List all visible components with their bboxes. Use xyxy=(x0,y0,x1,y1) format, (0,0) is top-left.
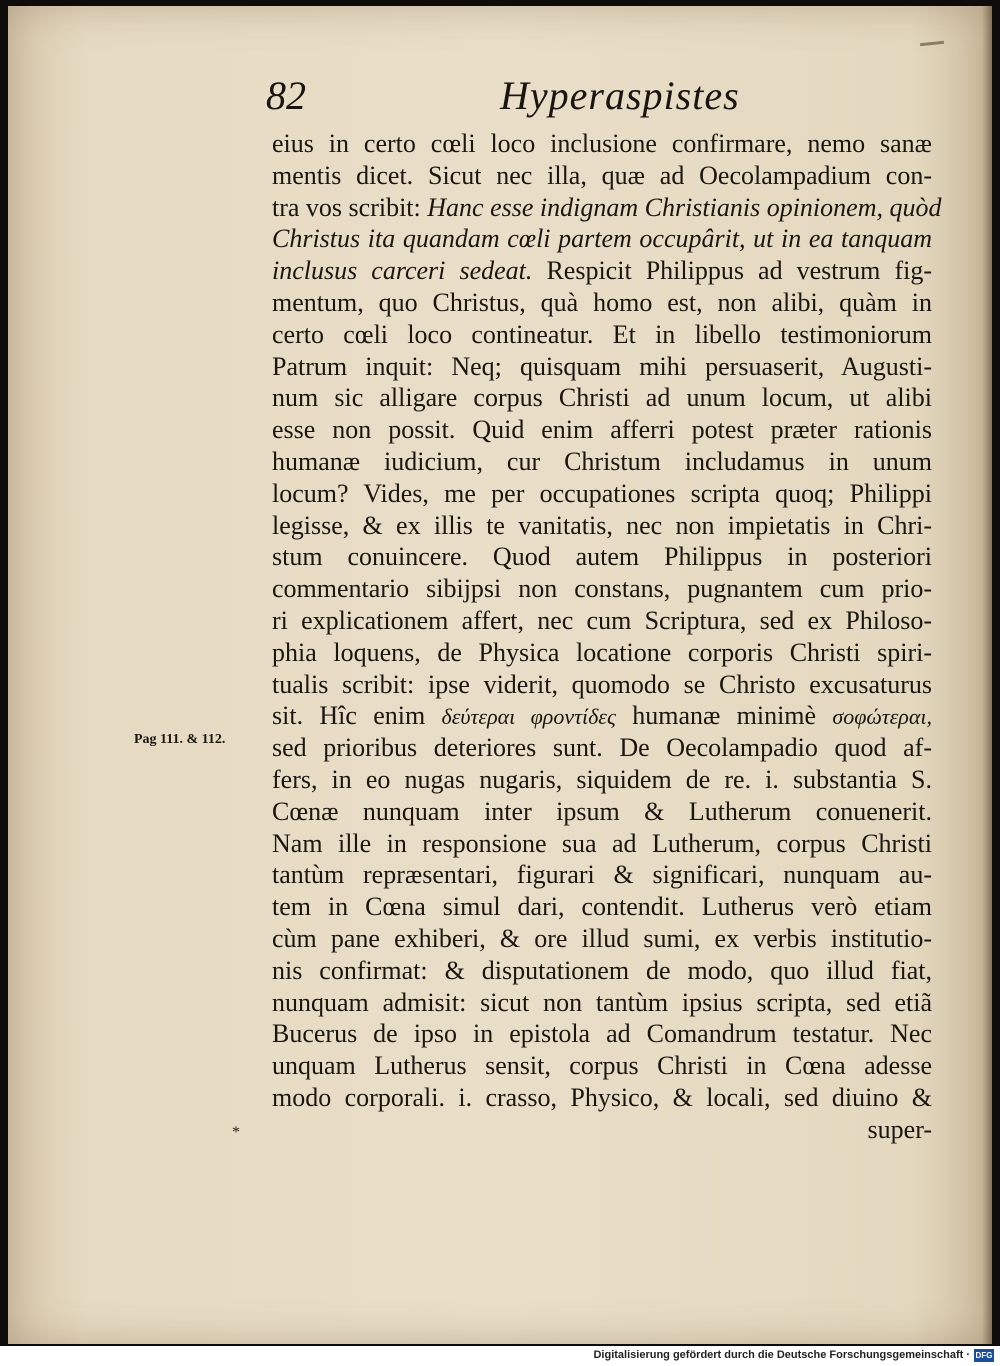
running-title: Hyperaspistes xyxy=(500,73,740,118)
text-line: nis confirmat: & disputationem de modo, quo illud fiat, xyxy=(272,955,932,985)
funding-credit: Digitalisierung gefördert durch die Deutsche Forschungsgemeinschaft · xyxy=(593,1349,970,1361)
text-line: tem in Cœna simul dari, contendit. Lutherus verò etiam xyxy=(272,892,932,922)
text-line: commentario sibijpsi non constans, pugnantem cum prio- xyxy=(272,574,932,604)
margin-mark: * xyxy=(232,1124,240,1141)
text-line: esse non possit. Quid enim afferri potest præter rationis xyxy=(272,415,932,445)
text-line: locum? Vides, me per occupationes scripta quoq; Philippi xyxy=(272,478,932,508)
text-line: Bucerus de ipso in epistola ad Comandrum testatur. Nec xyxy=(272,1019,932,1049)
text-line: tantùm repræsentari, figurari & significari, nunquam au- xyxy=(272,860,932,890)
text-line: stum conuincere. Quod autem Philippus in posteriori xyxy=(272,542,932,572)
text-line: Nam ille in responsione sua ad Lutherum, corpus Christi xyxy=(272,828,932,858)
text-line: nunquam admisit: sicut non tantùm ipsius scripta, sed etiã xyxy=(272,987,932,1017)
page-number: 82 xyxy=(266,73,306,118)
text-line: humanæ iudicium, cur Christum includamus in unum xyxy=(272,446,932,476)
greek-phrase: δεύτεραι φροντίδες xyxy=(441,704,616,730)
running-head xyxy=(262,72,962,122)
text-line: Christus ita quandam cœli partem occupârit, ut in ea tanquam xyxy=(272,224,932,254)
text-line: tualis scribit: ipse viderit, quomodo se Christo excusaturus xyxy=(272,669,932,699)
text-line: num sic alligare corpus Christi ad unum locum, ut alibi xyxy=(272,383,932,413)
body-text xyxy=(272,128,942,1146)
corner-mark xyxy=(920,41,944,46)
text-line: phia loquens, de Physica locatione corporis Christi spiri- xyxy=(272,637,932,667)
text-line: certo cœli loco contineatur. Et in libello testimoniorum xyxy=(272,319,932,349)
text-line: eius in certo cœli loco inclusione confirmare, nemo sanæ xyxy=(272,129,932,158)
text-line: mentum, quo Christus, quà homo est, non alibi, quàm in xyxy=(272,287,932,317)
footer-bar xyxy=(0,1346,1000,1366)
text-line: cùm pane exhiberi, & ore illud sumi, ex verbis institutio- xyxy=(272,923,932,953)
greek-phrase: σοφώτεραι, xyxy=(832,704,933,730)
text-line: fers, in eo nugas nugaris, siquidem de re. i. substantia S. xyxy=(272,764,932,794)
text-line: tra vos scribit: Hanc esse indignam Christianis opinionem, quòd xyxy=(272,192,942,222)
text-line: sed prioribus deteriores sunt. De Oecolampadio quod af- xyxy=(272,733,932,763)
text-line: modo corporali. i. crasso, Physico, & locali, sed diuino & xyxy=(272,1082,932,1112)
text-line: mentis dicet. Sicut nec illa, quæ ad Oecolampadium con- xyxy=(272,160,932,190)
text-line: ri explicationem affert, nec cum Scriptura, sed ex Philoso- xyxy=(272,605,932,635)
text-line: legisse, & ex illis te vanitatis, nec non impietatis in Chri- xyxy=(272,510,932,540)
text-line: unquam Lutherus sensit, corpus Christi in Cœna adesse xyxy=(272,1051,932,1081)
text-line: sit. Hîc enim δεύτεραι φροντίδες humanæ minimè σοφώτεραι, xyxy=(272,701,933,731)
italic-quote: Hanc esse indignam Christianis opinionem, quòd xyxy=(427,192,942,222)
catchword: super- xyxy=(867,1114,932,1144)
text-line: inclusus carceri sedeat. Respicit Philippus ad vestrum fig- xyxy=(272,256,932,286)
margin-note: Pag 111. & 112. xyxy=(134,732,226,747)
italic-quote: inclusus carceri sedeat. xyxy=(272,256,533,286)
text-line: Patrum inquit: Neq; quisquam mihi persuaserit, Augusti- xyxy=(272,351,932,381)
text-line: Cœnæ nunquam inter ipsum & Lutherum conuenerit. xyxy=(272,796,932,826)
dfg-logo: DFG xyxy=(975,1351,993,1360)
